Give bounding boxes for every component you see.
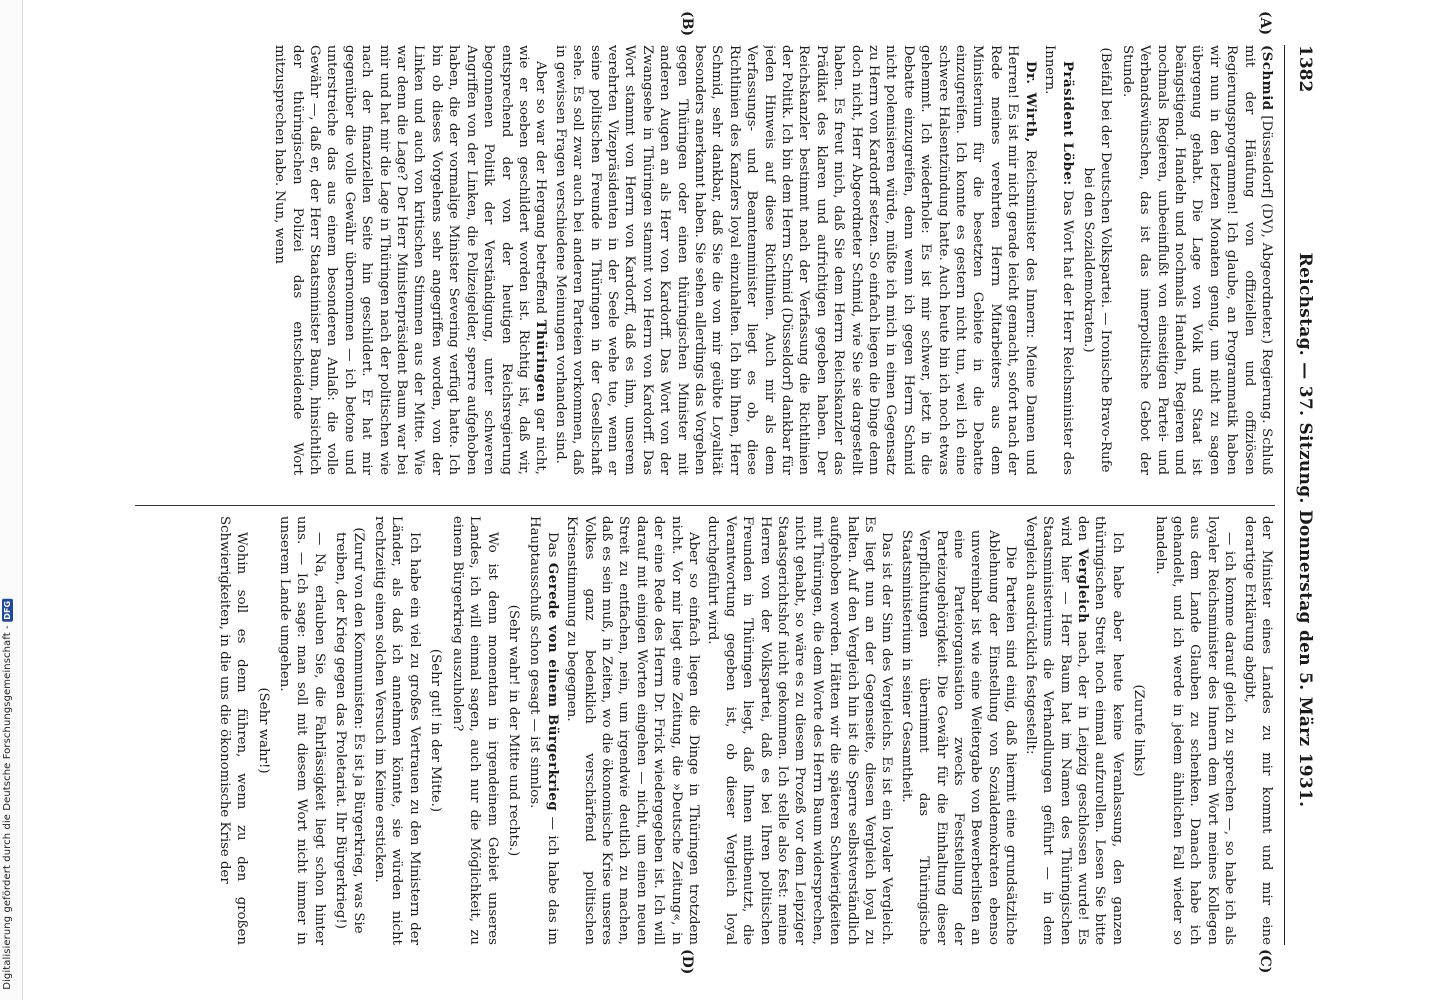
paragraph	[1021, 516, 1125, 945]
margin-letter-a: (A)	[1257, 11, 1273, 36]
interjection: (Sehr gut! in der Mitte.)	[428, 648, 444, 813]
paragraph	[1118, 45, 1275, 475]
margin-letter-c: (C)	[1257, 949, 1273, 974]
emphasis: Gerede von einem Bürgerkrieg	[544, 562, 560, 812]
text-columns	[135, 45, 1275, 945]
paragraph: — ich komme darauf gleich zu sprechen —, so habe ich als loyaler Reichsminister des Innern dem Wort meines Kollegen aus dem Lande Glauben zu schenken. Danach habe ich gehandelt, und ich werde in jedem ähnlichen Fall wieder so handeln.	[1152, 516, 1238, 945]
paragraph: Ich habe ein viel zu großes Vertrauen zu den Ministern der Länder, als daß ich annehmen könnte, sie würden nicht rechtzeitig einen solchen Versuch im Keime ersticken.	[372, 516, 422, 945]
block-quote: Die Parteien sind einig, daß hiermit eine grundsätzliche Ablehnung der Einstellung von Sozialdemokraten ebenso unvereinbar ist wie eine Weitergabe von Bewerberlisten an eine Parteiorganisation zwecks Feststellung der Parteizugehörigkeit. Die Gewähr für die Einhaltung dieser Verpflichtungen übernimmt das Thüringische Staatsministerium in seiner Gesamtheit.	[898, 530, 1019, 945]
paragraph	[551, 45, 1038, 475]
funding-stripe	[0, 0, 23, 1000]
page-title: Reichstag. — 37. Sitzung. Donnerstag den 5. März 1931.	[1295, 252, 1315, 808]
right-column	[135, 505, 1275, 945]
emphasis: Vergleich	[1074, 548, 1090, 624]
left-column	[135, 45, 1275, 485]
interjection: (Zurufe links)	[1131, 684, 1147, 777]
margin-letter-b: (B)	[679, 11, 695, 37]
paragraph-text: gar nicht, wie er soeben geschildert worden ist. Richtig ist, daß wir, entsprechend der von der heutigen Reichsregierung begonnenen Politik der Verständigung, unter schweren Angriffen von der Linken, die Polizeigelder, sperre aufgehoben haben, die der vormalige Minister Severing verfügt hatte. Ich bin ob dieses Vorgehens sehr angegriffen worden, von der Linken und auch von kritischen Stimmen aus der Mitte. Wie war denn die Lage? Der Herr Ministerpräsident Baum war bei mir und hat mir die Lage in Thüringen nach der politischen wie nach der finanziellen Seite hin geschildert. Er hat mir gegenüber die volle Gewähr übernommen — ich betone und unterstreiche das aus einem besonderen Anlaß: die volle Gewähr —, daß er, der Herr Staatsminister Baum, hinsichtlich der thüringischen Polizei das entscheidende Wort mitzusprechen habe. Nun, wenn	[272, 45, 549, 475]
emphasis: Thüringen	[533, 319, 549, 403]
paragraph	[271, 45, 550, 475]
speaker-name: Dr. Wirth,	[1022, 61, 1038, 143]
paragraph-text: — ich habe das im Hauptausschuß schon gesagt — ist sinnlos.	[527, 516, 560, 945]
paragraph: der Minister eines Landes zu mir kommt und mir eine derartige Erklärung abgibt,	[1241, 516, 1274, 945]
page-number: 1382	[1295, 45, 1315, 93]
margin-letter-d: (D)	[679, 949, 695, 975]
paragraph	[1041, 45, 1076, 475]
speaker-name: (Schmid	[1259, 45, 1274, 111]
speaker-name: Präsident Löbe:	[1059, 61, 1075, 186]
paragraph-text: [Düsseldorf] (DV), Abgeordneter.) Regierung. Schluß mit der Häufung von offiziellen und offiziösen Regierungsprogrammen! Ich glaube, an Programmatik haben wir nun in den letzten Monaten genug, um nicht zu sagen übergenug gehabt. Die Lage von Volk und Staat ist beängstigend. Handeln und nochmals Handeln, Regieren und nochmals Regieren, unbeeinflußt von einseitigen Partei- und Verbandswünschen, das ist das innerpolitische Gebot der Stunde.	[1119, 45, 1274, 475]
dfg-logo: DFG	[3, 601, 12, 621]
paragraph: — Na, erlauben Sie, die Fahrlässigkeit liegt schon hinter uns. — Ich sage: man soll mit diesem Wort nicht immer in unserem Lande umgehen.	[277, 516, 327, 945]
paragraph: Das ist der Sinn des Vergleichs. Es ist ein loyaler Vergleich. Es liegt nun an der Gegenseite, diesen Vergleich loyal zu halten. Auf den Vergleich hin ist die Sperre selbstverständlich aufgehoben worden. Hätten wir die späteren Schwierigkeiten mit Thüringen, die dem Worte des Herrn Baum widersprechen, nicht gehabt, so wäre es zu diesem Prozeß vor dem Leipziger Staatsgerichtshof nicht gekommen. Ich stelle also fest: meine Herren von der Volkspartei, daß es bei Ihren politischen Freunden in Thüringen liegt, daß Ihnen mitbenutzt, die Verantwortung gegeben ist, ob dieser Vergleich loyal durchgeführt wird.	[705, 516, 895, 945]
page-header	[1284, 45, 1315, 945]
newspaper-page	[135, 11, 1315, 975]
paragraph-text: Aber so war der Hergang betreffend	[533, 61, 549, 320]
paragraph: Aber so einfach liegen die Dinge in Thüringen trotzdem nicht. Vor mir liegt eine Zeitung, die »Deutsche Zeitung«, in der eine Rede des Herrn Dr. Frick wiedergegeben ist. Ich will darauf mit einigen Worten eingehen — nicht, um einen neuen Streit zu entfachen, nein, um irgendwie deutlich zu machen, daß es sein muß, in Zeiten, wo die ökonomische Krise unseres Volkes ganz bedenklich verschärfend politischen Krisenstimmung zu begegnen.	[564, 516, 701, 945]
paragraph	[526, 516, 561, 945]
paragraph-text: Das Wort hat der Herr Reichsminister des Innern.	[1042, 45, 1075, 475]
paragraph: Wo ist denn momentan in irgendeinem Gebiet unseres Landes, ich will einmal sagen, auch nur die Möglichkeit, zu einem Bürgerkrieg auszuholen?	[449, 516, 500, 945]
funding-text-block	[2, 595, 13, 990]
interjection: (Sehr wahr! in der Mitte und rechts.)	[505, 604, 521, 857]
paragraph-text: Reichsminister des Innern: Meine Damen und Herren! Es ist mir nicht gerade leicht gemacht, sofort nach der Rede meines verehrten Herrn Mitarbeiters aus dem Ministerium für die besetzten Gebiete in die Debatte einzugreifen. Ich konnte es gestern nicht tun, weil ich eine schwere Halsentzündung hatte. Auch heute bin ich noch etwas gehemmt. Ich wiederhole: Es ist mir schwer, jetzt in die Debatte einzugreifen, denn wenn ich gegen Herrn Schmid nicht polemisieren würde, müßte ich mich in einen Gegensatz zu Herrn von Kardorff setzen. So einfach liegen die Dinge denn doch nicht, Herr Abgeordneter Schmid, wie Sie sie dargestellt haben. Es freut mich, daß Sie dem Herrn Reichskanzler das Prädikat des klaren und aufrichtigen gegeben haben. Der Reichskanzler bestimmt nach der Verfassung die Richtlinien der Politik. Ich bin dem Herrn Schmid (Düsseldorf) dankbar für jeden Hinweis auf diese Richtlinien. Auch mir als dem Verfassungs- und Beamtenminister liegt es ob, diese Richtlinien des Kanzlers loyal einzuhalten. Ich bin Ihnen, Herr Schmid, sehr dankbar, daß Sie die von mir geübte Loyalität besonders anerkannt haben. Sie sehen allerdings das Vorgehen gegen Thüringen oder einen thüringischen Minister mit anderen Augen an als Herr von Kardorff. Das Wort von der Zwangsehe in Thüringen stammt von Herrn von Kardorff. Das Wort stammt von Herrn von Kardorff, daß es ihm, unserem verehrten Vizepräsidenten in der Seele wehe tue, wenn er seine politischen Freunde in Thüringen in der Gesellschaft sehe. Es soll zwar auch bei anderen Parteien vorkommen, daß in gewissen Fragen verschiedene Meinungen vorhanden sind.	[552, 45, 1038, 475]
interjection: (Beifall bei der Deutschen Volkspartei. — Ironische Bravo-Rufe bei den Sozialdemokraten.)	[1080, 47, 1114, 473]
interjection: (Sehr wahr!)	[255, 687, 271, 774]
paragraph-text: nach, der in Leipzig geschlossen wurde! Es wird hier — Herr Baum hat im Namen des Thüringischen Staatsministeriums die Verhandlungen geführt — in dem Vergleich ausdrücklich festgestellt:	[1022, 516, 1090, 945]
funding-caption: Digitalisierung gefördert durch die Deutsche Forschungsgemeinschaft -	[2, 625, 13, 990]
paragraph: Wohin soll es denn führen, wenn zu den großen Schwierigkeiten, in die uns die ökonomische Krise der	[216, 516, 250, 945]
paragraph-text: Ich habe aber heute keine Veranlassung, den ganzen thüringischen Streit noch einmal aufzurollen. Lesen Sie bitte den	[1074, 516, 1125, 945]
interjection: (Zuruf von den Kommunisten: Es ist ja Bürgerkrieg, was Sie treiben, der Krieg gegen das Proletariat. Ihr Bürgerkrieg!)	[333, 527, 366, 934]
paragraph-text: Das	[544, 532, 560, 563]
